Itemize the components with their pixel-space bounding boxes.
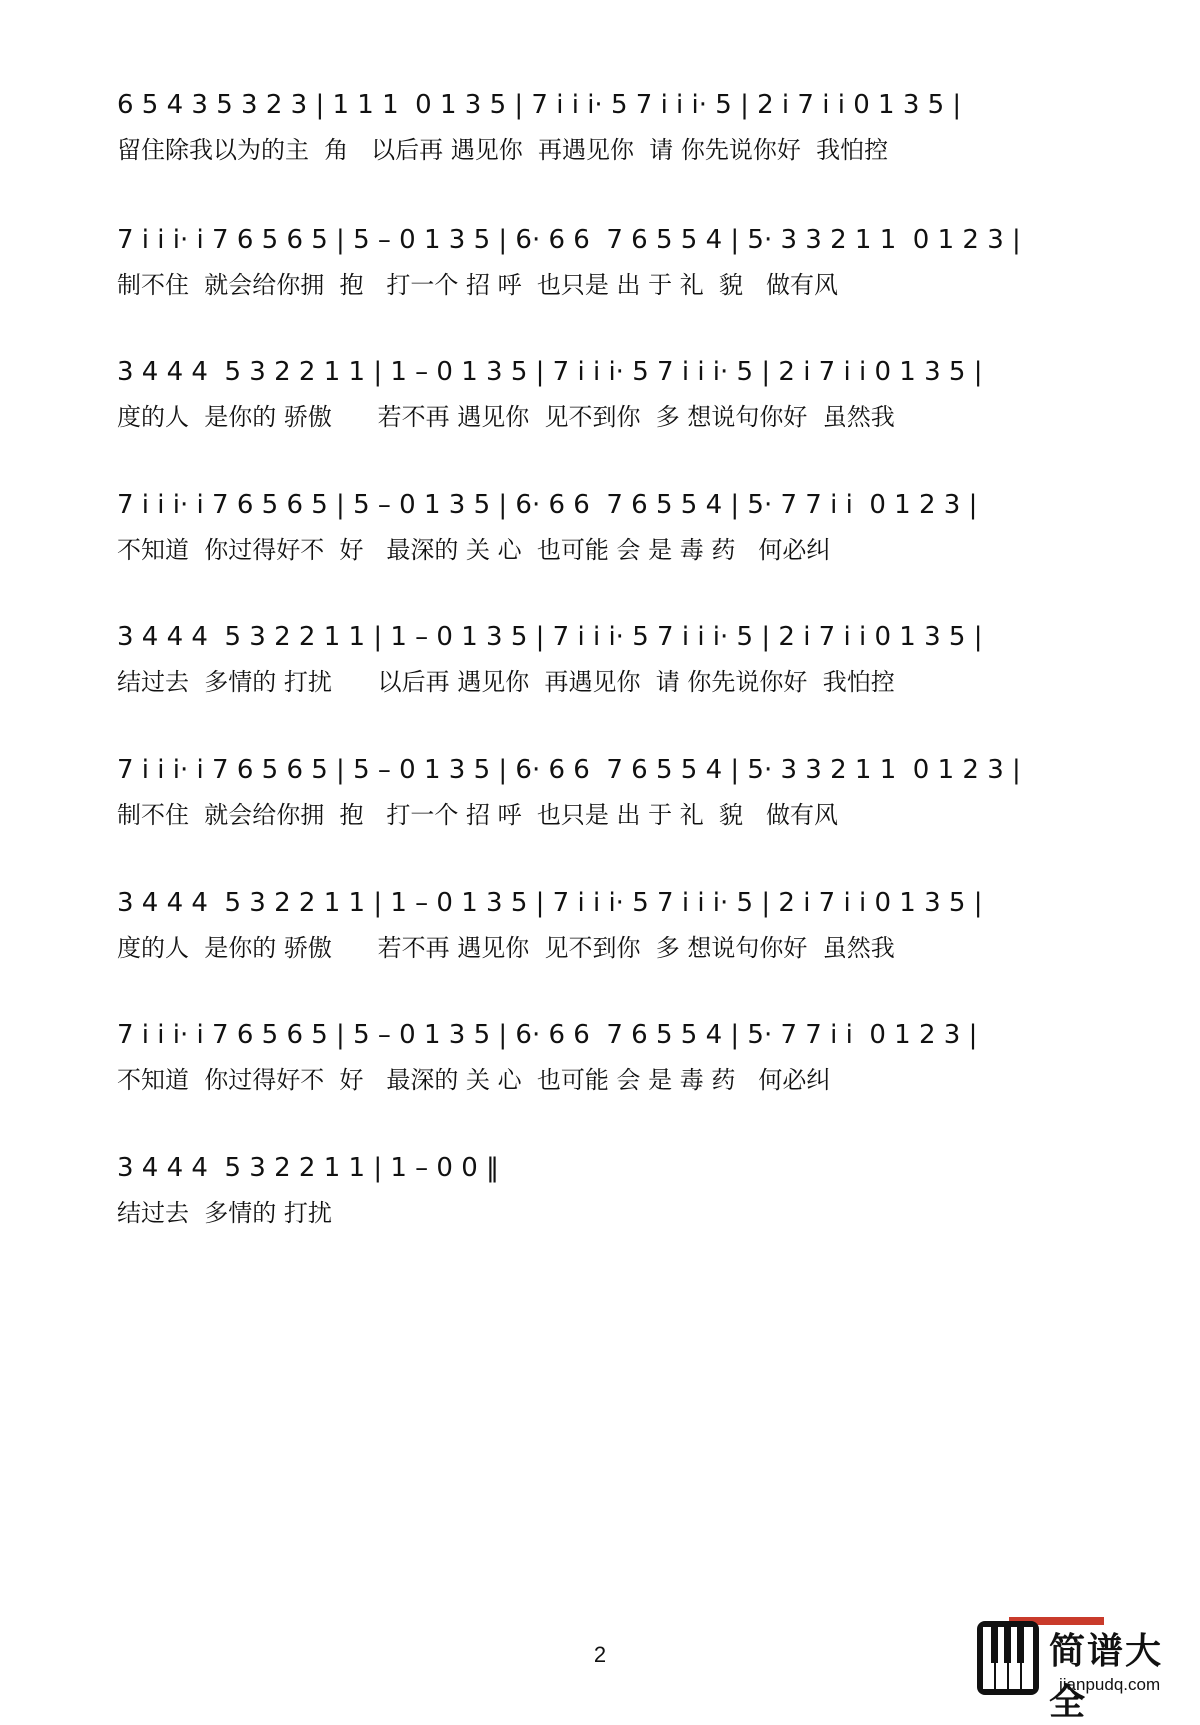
score-row <box>0 1020 1200 1140</box>
lyrics-line: 结过去 多情的 打扰 以后再 遇见你 再遇见你 请 你先说你好 我怕控 <box>117 668 895 696</box>
lyrics-line: 度的人 是你的 骄傲 若不再 遇见你 见不到你 多 想说句你好 虽然我 <box>117 934 895 962</box>
lyrics-line: 不知道 你过得好不 好 最深的 关 心 也可能 会 是 毒 药 何必纠 <box>117 536 831 564</box>
lyrics-line: 结过去 多情的 打扰 <box>117 1199 332 1227</box>
score-row <box>0 622 1200 742</box>
notation-line: 7 i i i· i 7 6 5 6 5 | 5 – 0 1 3 5 | 6· 6 6 7 6 5 5 4 | 5· 7 7 i i 0 1 2 3 | <box>117 490 978 520</box>
notation-line: 7 i i i· i 7 6 5 6 5 | 5 – 0 1 3 5 | 6· 6 6 7 6 5 5 4 | 5· 3 3 2 1 1 0 1 2 3 | <box>117 225 1021 255</box>
lyrics-line: 制不住 就会给你拥 抱 打一个 招 呼 也只是 出 于 礼 貌 做有风 <box>117 801 838 829</box>
notation-line: 3 4 4 4 5 3 2 2 1 1 | 1 – 0 1 3 5 | 7 i i i· 5 7 i i i· 5 | 2 i 7 i i 0 1 3 5 | <box>117 888 983 918</box>
logo-title: 简谱大全 <box>1049 1631 1164 1723</box>
score-row <box>0 888 1200 1008</box>
score-row <box>0 225 1200 345</box>
notation-line: 7 i i i· i 7 6 5 6 5 | 5 – 0 1 3 5 | 6· 6 6 7 6 5 5 4 | 5· 3 3 2 1 1 0 1 2 3 | <box>117 755 1021 785</box>
score-row <box>0 1153 1200 1273</box>
lyrics-line: 度的人 是你的 骄傲 若不再 遇见你 见不到你 多 想说句你好 虽然我 <box>117 403 895 431</box>
notation-line: 3 4 4 4 5 3 2 2 1 1 | 1 – 0 1 3 5 | 7 i i i· 5 7 i i i· 5 | 2 i 7 i i 0 1 3 5 | <box>117 357 983 387</box>
lyrics-line: 留住除我以为的主 角 以后再 遇见你 再遇见你 请 你先说你好 我怕控 <box>117 136 889 164</box>
score-row <box>0 357 1200 477</box>
notation-line: 3 4 4 4 5 3 2 2 1 1 | 1 – 0 0 ‖ <box>117 1153 500 1183</box>
score-row <box>0 90 1200 210</box>
score-row <box>0 490 1200 610</box>
page-number: 2 <box>593 1642 607 1667</box>
notation-line: 7 i i i· i 7 6 5 6 5 | 5 – 0 1 3 5 | 6· 6 6 7 6 5 5 4 | 5· 7 7 i i 0 1 2 3 | <box>117 1020 978 1050</box>
piano-keys-icon <box>975 1617 1041 1697</box>
site-logo[interactable] <box>975 1617 1200 1723</box>
score-row <box>0 755 1200 875</box>
notation-line: 3 4 4 4 5 3 2 2 1 1 | 1 – 0 1 3 5 | 7 i i i· 5 7 i i i· 5 | 2 i 7 i i 0 1 3 5 | <box>117 622 983 652</box>
lyrics-line: 制不住 就会给你拥 抱 打一个 招 呼 也只是 出 于 礼 貌 做有风 <box>117 271 838 299</box>
logo-url: jianpudq.com <box>1059 1675 1161 1694</box>
notation-line: 6 5 4 3 5 3 2 3 | 1 1 1 0 1 3 5 | 7 i i i· 5 7 i i i· 5 | 2 i 7 i i 0 1 3 5 | <box>117 90 962 120</box>
lyrics-line: 不知道 你过得好不 好 最深的 关 心 也可能 会 是 毒 药 何必纠 <box>117 1066 831 1094</box>
